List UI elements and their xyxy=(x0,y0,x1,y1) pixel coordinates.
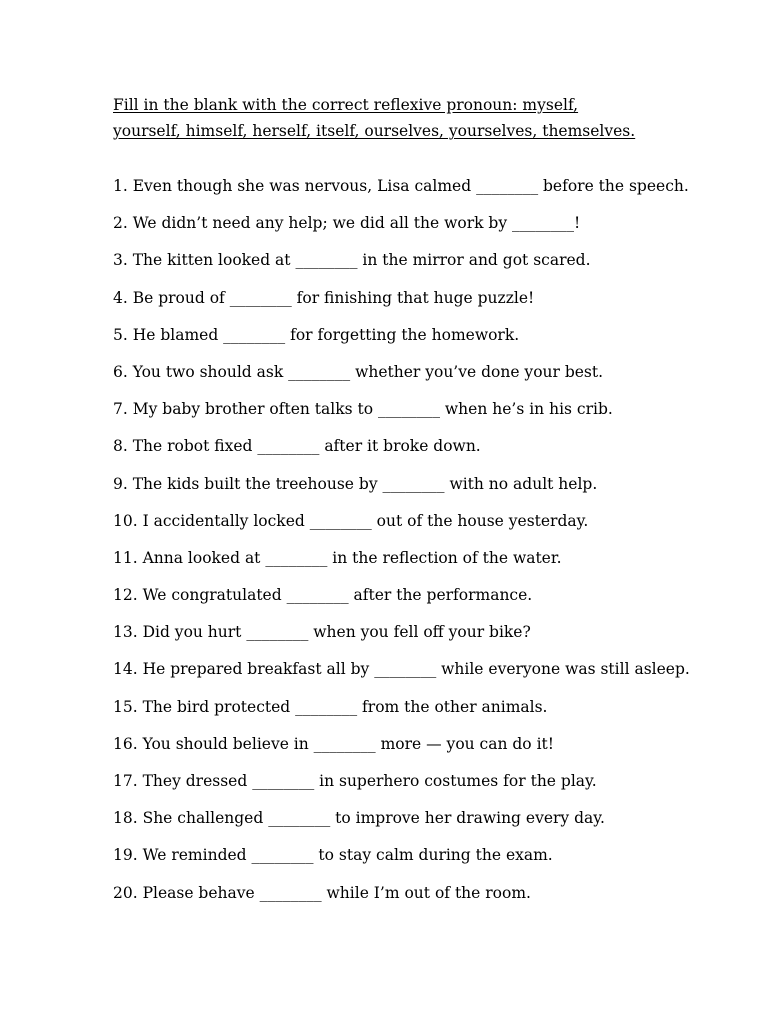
worksheet xyxy=(113,92,733,920)
question-list xyxy=(113,176,733,920)
question-item: 10. I accidentally locked ________ out of the house yesterday. xyxy=(113,511,589,530)
question-item: 7. My baby brother often talks to ________ when he’s in his crib. xyxy=(113,400,613,419)
question-item: 2. We didn’t need any help; we did all the work by ________! xyxy=(113,214,581,233)
question-item: 9. The kids built the treehouse by ________ with no adult help. xyxy=(113,474,598,493)
question-item: 14. He prepared breakfast all by ________ while everyone was still asleep. xyxy=(113,660,690,679)
question-item: 1. Even though she was nervous, Lisa calmed ________ before the speech. xyxy=(113,177,689,195)
question-item: 18. She challenged ________ to improve her drawing every day. xyxy=(113,809,605,828)
question-item: 4. Be proud of ________ for finishing that huge puzzle! xyxy=(113,288,535,307)
question-item: 11. Anna looked at ________ in the reflection of the water. xyxy=(113,548,562,567)
question-item: 19. We reminded ________ to stay calm during the exam. xyxy=(113,846,553,865)
question-item: 16. You should believe in ________ more — you can do it! xyxy=(113,734,554,753)
question-item: 20. Please behave ________ while I’m out of the room. xyxy=(113,883,531,902)
question-item: 3. The kitten looked at ________ in the mirror and got scared. xyxy=(113,251,591,270)
question-item: 15. The bird protected ________ from the other animals. xyxy=(113,697,548,716)
question-item: 13. Did you hurt ________ when you fell off your bike? xyxy=(113,623,531,642)
question-item: 17. They dressed ________ in superhero costumes for the play. xyxy=(113,772,597,790)
question-item: 5. He blamed ________ for forgetting the homework. xyxy=(113,325,520,344)
question-item: 8. The robot fixed ________ after it broke down. xyxy=(113,437,481,456)
question-item: 12. We congratulated ________ after the performance. xyxy=(113,586,533,605)
instructions-text: Fill in the blank with the correct reflexive pronoun: myself, yourself, himself, herself, itself, ourselves, yourselves, themselves. xyxy=(113,96,636,140)
question-item: 6. You two should ask ________ whether you’ve done your best. xyxy=(113,362,604,381)
